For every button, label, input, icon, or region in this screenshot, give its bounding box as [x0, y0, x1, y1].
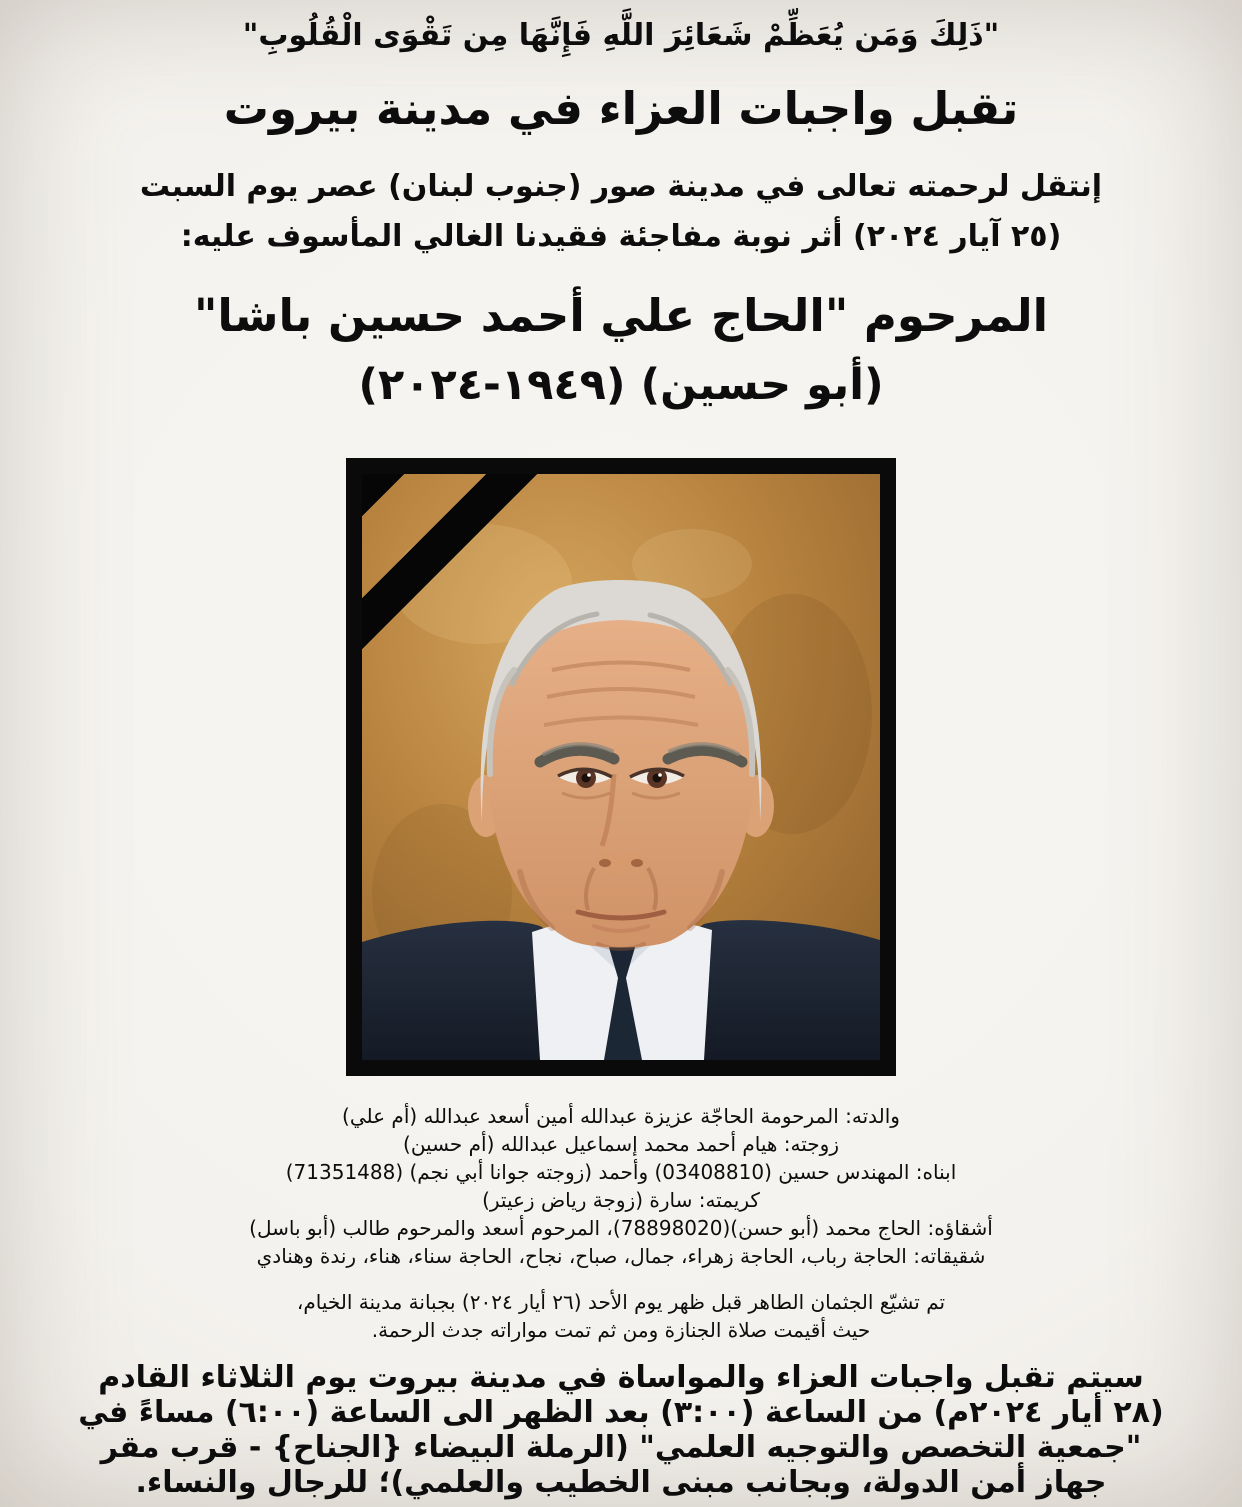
- burial-line-1: تم تشيّع الجثمان الطاهر قبل ظهر يوم الأحد (٢٦ أيار ٢٠٢٤) بجبانة مدينة الخيام،: [296, 1290, 946, 1314]
- deceased-name: المرحوم "الحاج علي أحمد حسين باشا": [193, 289, 1049, 342]
- family-line-daughter: كريمته: سارة (زوجة رياض زعيتر): [482, 1188, 760, 1212]
- deceased-kunya-years: (أبو حسين) (١٩٤٩-٢٠٢٤): [358, 360, 884, 410]
- family-details: [0, 1102, 1242, 1270]
- condolences-line-3: "جمعية التخصص والتوجيه العلمي" (الرملة البيضاء {الجناح} - قرب مقر: [100, 1430, 1142, 1465]
- burial-line-2: حيث أقيمت صلاة الجنازة ومن ثم تمت مواراته جدث الرحمة.: [371, 1318, 871, 1342]
- family-line-sisters: شقيقاته: الحاجة رباب، الحاجة زهراء، جمال، صباح، نجاح، الحاجة سناء، هناء، رندة وهنادي: [256, 1244, 986, 1268]
- portrait-illustration: [362, 474, 880, 1060]
- family-line-brothers: أشقاؤه: الحاج محمد (أبو حسن)(78898020)، المرحوم أسعد والمرحوم طالب (أبو باسل): [249, 1216, 993, 1240]
- family-line-mother: والدته: المرحومة الحاجّة عزيزة عبدالله أمين أسعد عبدالله (أم علي): [342, 1104, 900, 1128]
- intro-line-2: (٢٥ آيار ٢٠٢٤) أثر نوبة مفاجئة فقيدنا الغالي المأسوف عليه:: [180, 219, 1062, 254]
- condolences-line-4: جهاز أمن الدولة، وبجانب مبنى الخطيب والعلمي)؛ للرجال والنساء.: [135, 1465, 1107, 1500]
- condolences-paragraph: [0, 1360, 1242, 1500]
- family-line-wife: زوجته: هيام أحمد محمد إسماعيل عبدالله (أم حسين): [403, 1132, 839, 1156]
- family-line-sons: ابناه: المهندس حسين (03408810) وأحمد (زوجته جوانا أبي نجم) (71351488): [285, 1160, 957, 1184]
- quran-verse: "ذَلِكَ وَمَن يُعَظِّمْ شَعَائِرَ اللَّهِ فَإِنَّهَا مِن تَقْوَى الْقُلُوبِ": [242, 18, 1000, 53]
- condolences-line-2: (٢٨ أيار ٢٠٢٤م) من الساعة (٣:٠٠) بعد الظهر الى الساعة (٦:٠٠) مساءً في: [78, 1395, 1164, 1430]
- condolences-line-1: سيتم تقبل واجبات العزاء والمواساة في مدينة بيروت يوم الثلاثاء القادم: [98, 1360, 1144, 1395]
- announcement-title: تقبل واجبات العزاء في مدينة بيروت: [223, 82, 1019, 135]
- burial-paragraph: [0, 1288, 1242, 1344]
- intro-line-1: إنتقل لرحمته تعالى في مدينة صور (جنوب لبنان) عصر يوم السبت: [139, 169, 1103, 204]
- death-announcement-paragraph: [0, 162, 1242, 262]
- deceased-portrait-photo: [346, 458, 896, 1076]
